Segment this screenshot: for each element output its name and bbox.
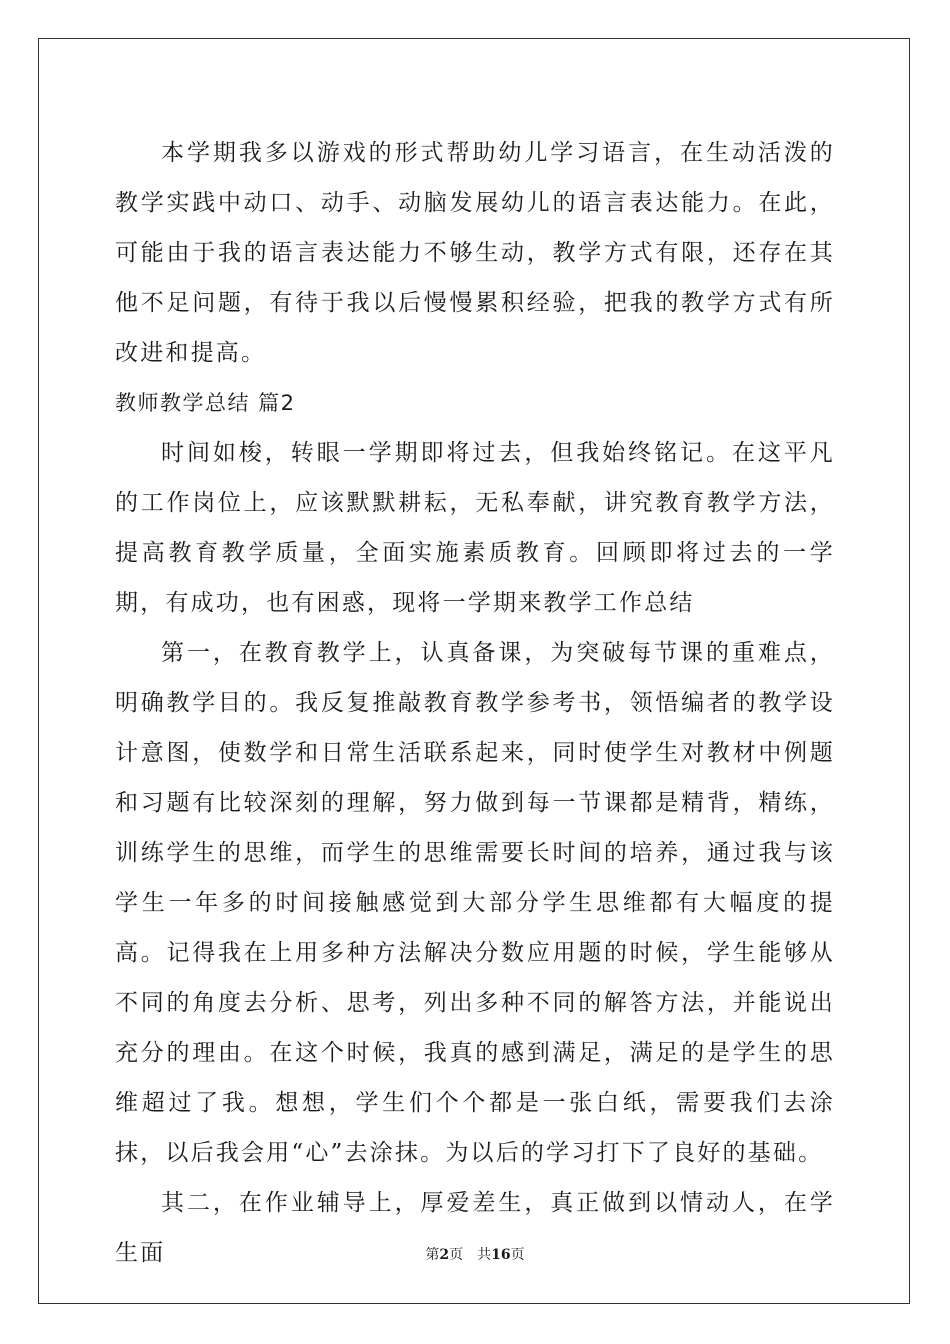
total-pages: 16 (491, 1247, 511, 1263)
paragraph-2: 时间如梭，转眼一学期即将过去，但我始终铭记。在这平凡的工作岗位上，应该默默耕耘，无私奉献，讲究教育教学方法，提高教育教学质量，全面实施素质教育。回顾即将过去的一学期，有成功，也有困惑，现将一学期来教学工作总结 (115, 440, 835, 616)
page-number: 2 (439, 1247, 450, 1263)
paragraph-4: 其二，在作业辅导上，厚爱差生，真正做到以情动人，在学生面 (115, 1190, 835, 1266)
paragraph-1: 本学期我多以游戏的形式帮助幼儿学习语言，在生动活泼的教学实践中动口、动手、动脑发展幼儿的语言表达能力。在此，可能由于我的语言表达能力不够生动，教学方式有限，还存在其他不足问题，有待于我以后慢慢累积经验，把我的教学方式有所改进和提高。 (115, 140, 835, 366)
paragraph-3: 第一，在教育教学上，认真备课，为突破每节课的重难点，明确教学目的。我反复推敲教育教学参考书，领悟编者的教学设计意图，使数学和日常生活联系起来，同时使学生对教材中例题和习题有比较深刻的理解，努力做到每一节课都是精背，精练，训练学生的思维，而学生的思维需要长时间的培养，通过我与该学生一年多的时间接触感觉到大部分学生思维都有大幅度的提高。记得我在上用多种方法解决分数应用题的时候，学生能够从不同的角度去分析、思考，列出多种不同的解答方法，并能说出充分的理由。在这个时候，我真的感到满足，满足的是学生的思维超过了我。想想，学生们个个都是一张白纸，需要我们去涂抹，以后我会用“心”去涂抹。为以后的学习打下了良好的基础。 (115, 640, 835, 1166)
section-heading: 教师教学总结 篇2 (115, 391, 296, 415)
total-prefix: 共 (477, 1247, 492, 1263)
page-suffix: 页 (449, 1247, 464, 1263)
page-footer (0, 1244, 950, 1264)
page-prefix: 第 (425, 1247, 440, 1263)
document-body (115, 128, 835, 1278)
total-suffix: 页 (510, 1247, 525, 1263)
